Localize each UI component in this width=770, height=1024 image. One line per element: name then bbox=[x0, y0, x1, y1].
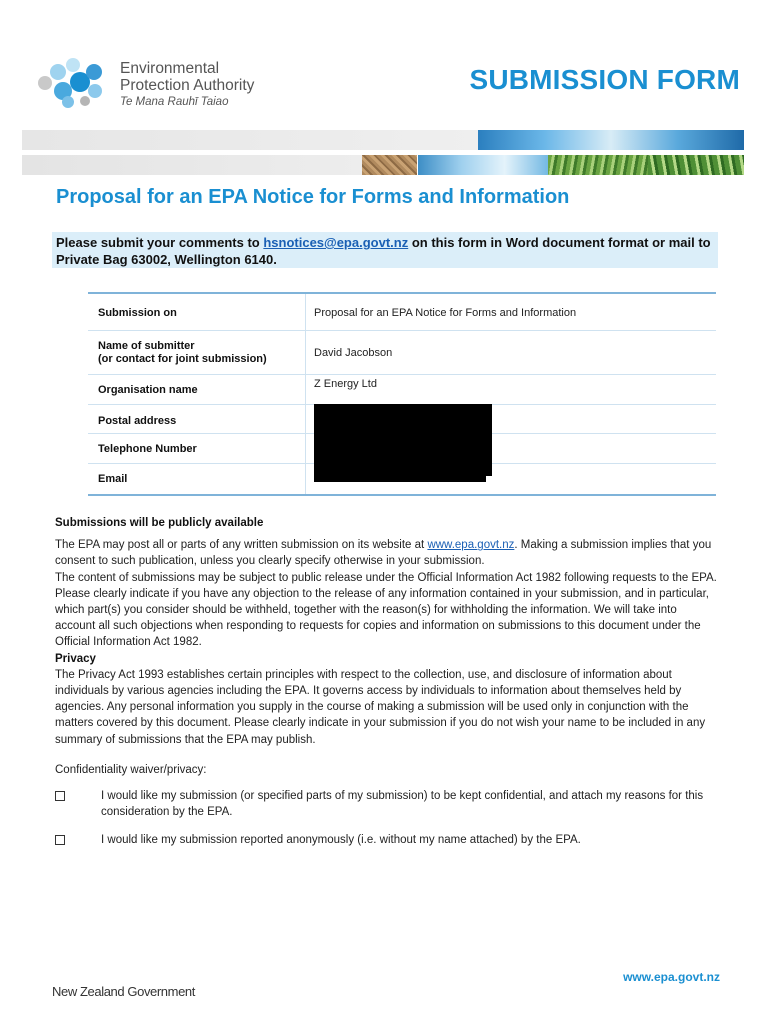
privacy-heading: Privacy bbox=[55, 652, 96, 665]
submission-on-label: Submission on bbox=[88, 294, 306, 330]
header-banner-bar bbox=[22, 130, 478, 150]
redaction-block bbox=[314, 472, 486, 482]
table-row bbox=[88, 294, 716, 331]
banner-image-water bbox=[478, 130, 744, 150]
publication-paragraph bbox=[55, 537, 720, 569]
email-label: Email bbox=[88, 464, 306, 494]
submitter-name-label-line2: (or contact for joint submission) bbox=[98, 353, 267, 365]
submission-on-value[interactable]: Proposal for an EPA Notice for Forms and Information bbox=[314, 307, 577, 319]
submitter-name-label bbox=[88, 331, 306, 374]
banner-image-sky bbox=[418, 155, 548, 175]
publication-text-pre: The EPA may post all or parts of any written submission on its website at bbox=[55, 539, 428, 552]
notice-text-post: on this form in Word document format or mail to Private Bag 63002, Wellington 6140. bbox=[56, 235, 711, 267]
logo-text-line2: Protection Authority bbox=[120, 77, 255, 94]
document-body bbox=[55, 515, 720, 861]
banner-image-fern bbox=[548, 155, 648, 175]
telephone-label: Telephone Number bbox=[88, 434, 306, 463]
document-title: Proposal for an EPA Notice for Forms and Information bbox=[56, 186, 570, 208]
confidentiality-waiver-label: Confidentiality waiver/privacy: bbox=[55, 763, 207, 776]
table-row bbox=[88, 331, 716, 375]
public-availability-heading: Submissions will be publicly available bbox=[55, 517, 264, 529]
epa-logo-mark-icon bbox=[36, 56, 112, 112]
header-banner-bar bbox=[22, 155, 362, 175]
privacy-paragraph: The Privacy Act 1993 establishes certain principles with respect to the collection, use, and disclosure of information about individuals by various agencies including the EPA. It governs access by individuals to information about themselves held by agencies. Any personal information you supply in the course of making a submission will be used only in conjunction with the matters covered by this document. Please clearly indicate in your submission if you do not wish your name to be included in any summary of submissions that the EPA may publish. bbox=[55, 668, 706, 746]
banner-image-sand bbox=[362, 155, 417, 175]
anonymous-option-label: I would like my submission reported anonymously (i.e. without my name attached) by the EPA. bbox=[101, 834, 581, 847]
banner-image-leaves bbox=[648, 155, 744, 175]
publication-text-post: . Making a submission implies that you consent to such publication, unless you clearly specify otherwise in your submission. bbox=[55, 539, 712, 568]
nz-government-logo: New Zealand Government bbox=[52, 984, 195, 999]
footer-website-link[interactable]: www.epa.govt.nz bbox=[623, 970, 720, 984]
epa-website-link[interactable]: www.epa.govt.nz bbox=[427, 539, 515, 552]
confidential-checkbox[interactable] bbox=[55, 791, 65, 801]
organisation-name-label: Organisation name bbox=[88, 375, 306, 404]
postal-address-label: Postal address bbox=[88, 405, 306, 433]
form-title: SUBMISSION FORM bbox=[469, 64, 740, 95]
submitter-name-value[interactable]: David Jacobson bbox=[314, 347, 393, 359]
confidential-option[interactable] bbox=[55, 788, 720, 820]
logo-text-maori: Te Mana Rauhī Taiao bbox=[120, 96, 229, 108]
notice-text-pre: Please submit your comments to bbox=[56, 235, 264, 250]
organisation-name-value[interactable]: Z Energy Ltd bbox=[314, 378, 377, 390]
anonymous-checkbox[interactable] bbox=[55, 835, 65, 845]
redaction-block bbox=[314, 404, 492, 476]
table-row bbox=[88, 375, 716, 405]
oia-paragraph: The content of submissions may be subject to public release under the Official Information Act 1982 following requests to the EPA. Please clearly indicate if you have any objection to the release of any information contained in your submission, and in particular, which part(s) you consider should be withheld, together with the reason(s) for withholding the information. We will take into account all such objections when responding to requests for copies and information on submissions to this document under the Official Information Act 1982. bbox=[55, 571, 717, 649]
submitter-name-label-line1: Name of submitter bbox=[98, 340, 195, 352]
confidential-option-label: I would like my submission (or specified parts of my submission) to be kept confidential, and attach my reasons for this consideration by the EPA. bbox=[101, 790, 704, 819]
logo-text-line1: Environmental bbox=[120, 60, 220, 77]
submission-instructions bbox=[52, 232, 718, 268]
submission-email-link[interactable]: hsnotices@epa.govt.nz bbox=[263, 235, 409, 250]
epa-logo bbox=[36, 56, 286, 116]
anonymous-option[interactable] bbox=[55, 832, 720, 848]
